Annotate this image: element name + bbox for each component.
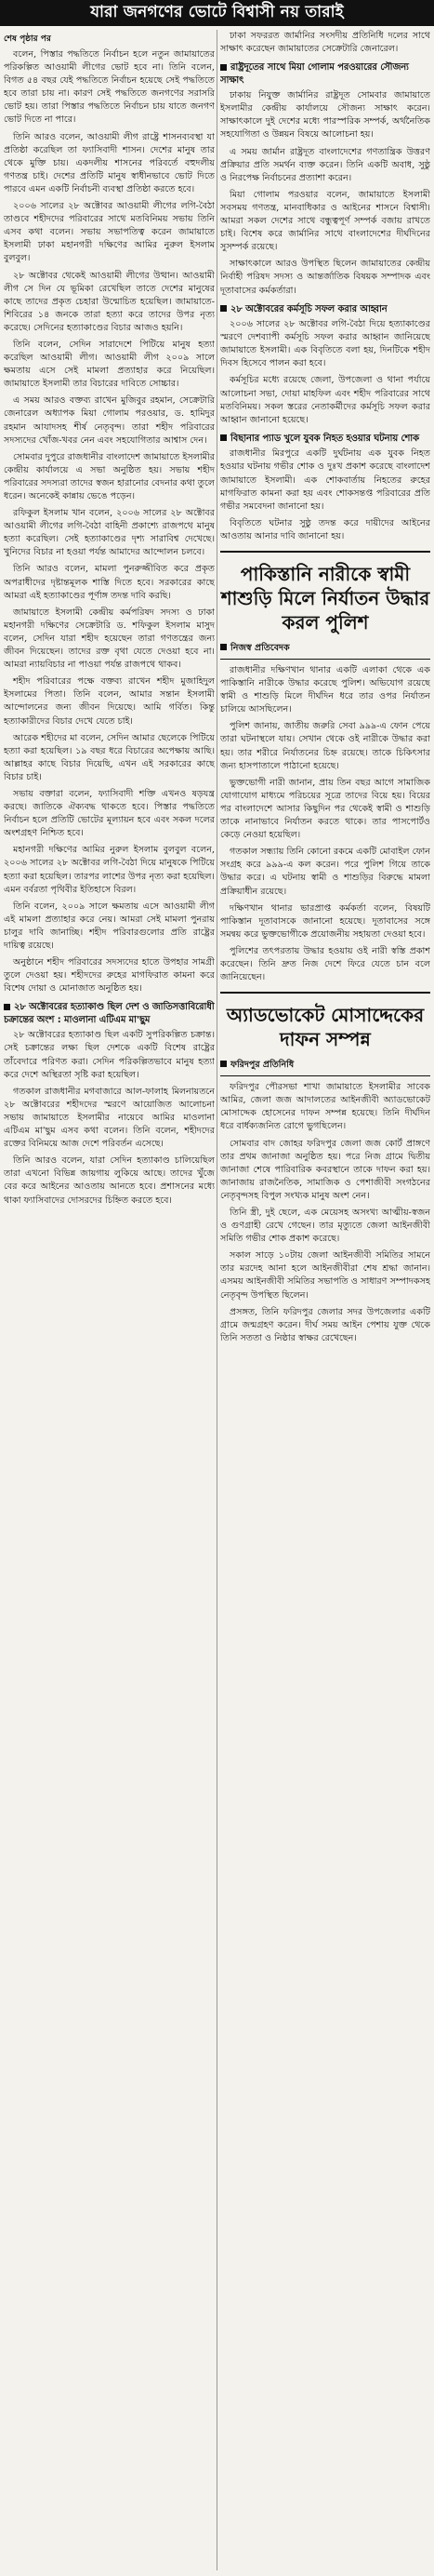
continued-from-label: শেষ পৃষ্ঠার পর <box>4 34 51 44</box>
paragraph: পুলিশ জানায়, জাতীয় জরুরি সেবা ৯৯৯-এ ফোন পেয়ে তারা ঘটনাস্থলে যায়। সেখান থেকে ওই নারীকে উদ্ধার করা হয়। তার শরীরে নির্যাতনের চিহ্ন রয়েছে। তাকে চিকিৎসার জন্য হাসপাতালে পাঠানো হয়েছে। <box>220 721 430 771</box>
paragraph: সাক্ষাৎকালে আরও উপস্থিত ছিলেন জামায়াতের কেন্দ্রীয় নির্বাহী পরিষদ সদস্য ও আন্তর্জাতিক বিষয়ক সম্পাদক এবং দূতাবাসের কর্মকর্তারা। <box>220 259 430 296</box>
paragraph: ঢাকা সফররত জার্মানির সংসদীয় প্রতিনিধি দলের সাথে সাক্ষাৎ করেছেন জামায়াতের সেক্রেটারি জেনারেল। <box>220 31 430 55</box>
left-paragraphs-2 <box>4 1029 215 1207</box>
story-2-byline <box>220 1059 430 1076</box>
paragraph: রফিকুল ইসলাম খান বলেন, ২০০৬ সালের ২৮ অক্টোবর আওয়ামী লীগের লগি-বৈঠা বাহিনী প্রকাশ্যে রাজপথে মানুষ হত্যা করেছিল। সেই হত্যাকাণ্ডের দৃশ্য সারাবিশ্ব দেখেছে। খুনিদের বিচার না হওয়া পর্যন্ত আমাদের আন্দোলন চলবে। <box>4 508 215 558</box>
right-paragraphs-top <box>220 30 430 56</box>
paragraph: বিবৃতিতে ঘটনার সুষ্ঠু তদন্ত করে দায়ীদের আইনের আওতায় আনার দাবি জানানো হয়। <box>220 517 430 541</box>
paragraph: তিনি স্ত্রী, দুই ছেলে, এক মেয়েসহ অসংখ্য আত্মীয়-স্বজন ও গুণগ্রাহী রেখে গেছেন। তার মৃত্যুতে জেলা আইনজীবী সমিতি গভীর শোক প্রকাশ করেছে। <box>220 1208 430 1245</box>
left-subhead <box>4 1001 215 1026</box>
paragraph: সকাল সাড়ে ১০টায় জেলা আইনজীবী সমিতির সামনে তার মরদেহ আনা হলে আইনজীবীরা শেষ শ্রদ্ধা জানান। এসময় আইনজীবী সমিতির সভাপতি ও সাধারণ সম্পাদকসহ নেতৃবৃন্দ উপস্থিত ছিলেন। <box>220 1250 430 1301</box>
paragraph: বলেন, পিস্তার পদ্ধতিতে নির্বাচন হলে নতুন জামায়াতের পরিকল্পিত আওয়ামী লীগের ভোট হবে না। তিনি বলেন, বিগত ৫৪ বছর যেই পদ্ধতিতে নির্বাচন হয়েছে সেই পদ্ধতিতে হবে তারা চায় না। কারণ সেই পদ্ধতিতে জনগণের সরাসরি ভোট হয়। তারা পিস্তার পদ্ধতিতে নির্বাচন চায় যাতে জনগণ ভোট দিতে না পারে। <box>4 49 215 126</box>
right-paragraphs-2 <box>220 318 430 427</box>
paragraph: তিনি বলেন, সেদিন সারাদেশে পিটিয়ে মানুষ হত্যা করেছিল আওয়ামী লীগ। আওয়ামী লীগ ২০০৯ সালে ক্ষমতায় এসে সেই মামলা প্রত্যাহার করে নিয়েছিল। জামায়াতে ইসলামী তার বিচারের দাবিতে সোচ্চার। <box>4 339 215 390</box>
paragraph: তিনি আরও বলেন, যারা সেদিন হত্যাকাণ্ড চালিয়েছিল তারা এখনো বিভিন্ন জায়গায় লুকিয়ে আছে। তাদের খুঁজে বের করে আইনের আওতায় আনতে হবে। প্রশাসনের মধ্যে থাকা ফ্যাসিবাদের দোসরদের চিহ্নিত করতে হবে। <box>4 1155 215 1206</box>
paragraph: ভুক্তভোগী নারী জানান, প্রায় তিন বছর আগে সামাজিক যোগাযোগ মাধ্যমে পরিচয়ের সূত্রে তাদের বিয়ে হয়। বিয়ের পর বাংলাদেশে আসার কিছুদিন পর থেকেই স্বামী ও শাশুড়ি তাকে নানাভাবে নির্যাতন করতে থাকে। তার পাসপোর্টও কেড়ে নেওয়া হয়েছিল। <box>220 777 430 841</box>
square-bullet-icon <box>220 1061 227 1067</box>
left-subhead-text: ২৮ অক্টোবরের হত্যাকাণ্ড ছিল দেশ ও জাতিসত্তাবিরোধী চক্রান্তের অংশ : মাওলানা এটিএম মা'ছুম <box>4 1002 215 1025</box>
left-paragraphs <box>4 48 215 995</box>
story-2-headline: অ্যাডভোকেট মোসাদ্দেকের দাফন সম্পন্ন <box>226 1004 425 1051</box>
right-paragraphs-1 <box>220 89 430 297</box>
paragraph: প্রসঙ্গত, তিনি ফরিদপুর জেলার সদর উপজেলার একটি গ্রামে জন্মগ্রহণ করেন। দীর্ঘ সময় আইন পেশায় যুক্ত থেকে তিনি সততা ও নিষ্ঠার স্বাক্ষর রেখেছেন। <box>220 1306 430 1343</box>
right-subhead-1-text: রাষ্ট্রদূতের সাথে মিয়া গোলাম পরওয়ারের সৌজন্য সাক্ষাৎ <box>220 62 409 86</box>
right-subhead-3-text: বিছানার প্যাড খুলে যুবক নিহত হওয়ার ঘটনায় শোক <box>230 433 419 444</box>
left-column <box>4 30 215 2572</box>
paragraph: গতকাল রাজধানীর মগবাজারে আল-ফালাহ মিলনায়তনে ২৮ অক্টোবরের শহীদদের স্মরণে আয়োজিত আলোচনা সভায় জামায়াতে ইসলামীর নায়েবে আমির মাওলানা এটিএম মা'ছুম এসব কথা বলেন। তিনি বলেন, শহীদদের রক্তের বিনিময়ে আজ দেশে পরিবর্তন এসেছে। <box>4 1086 215 1150</box>
paragraph: দক্ষিণখান থানার ভারপ্রাপ্ত কর্মকর্তা বলেন, বিষয়টি পাকিস্তান দূতাবাসকে জানানো হয়েছে। দূতাবাসের সঙ্গে সমন্বয় করে ভুক্তভোগীকে প্রয়োজনীয় সহায়তা দেওয়া হবে। <box>220 902 430 940</box>
story-1-byline-text: নিজস্ব প্রতিবেদক <box>230 643 290 653</box>
paragraph: তিনি আরও বলেন, আওয়ামী লীগ রাষ্ট্রে শাসনব্যবস্থা যা প্রতিষ্ঠা করেছিল তা ফ্যাসিবাদী শাসন। দেশের মানুষ তার থেকে মুক্তি চায়। একদলীয় শাসনের পরিবর্তে বহুদলীয় গণতন্ত্র চাই। দেশের প্রতিটি মানুষ স্বাধীনভাবে ভোট দিতে পারবে এমন একটি নির্বাচনী ব্যবস্থা প্রতিষ্ঠা করতে হবে। <box>4 131 215 194</box>
paragraph: এ সময় আরও বক্তব্য রাখেন মুজিবুর রহমান, সেক্রেটারি জেনারেল অধ্যাপক মিয়া গোলাম পরওয়ার, ড. হামিদুর রহমান আযাদসহ শীর্ষ নেতৃবৃন্দ। তারা শহীদ পরিবারের সদস্যদের খোঁজ-খবর নেন এবং সহযোগিতার আশ্বাস দেন। <box>4 395 215 446</box>
paragraph: ফরিদপুর পৌরসভা শাখা জামায়াতে ইসলামীর সাবেক আমির, জেলা জজ আদালতের আইনজীবী অ্যাডভোকেট মোসাদ্দেক হোসেনের দাফন সম্পন্ন হয়েছে। তিনি দীর্ঘদিন ধরে বার্ধক্যজনিত রোগে ভুগছিলেন। <box>220 1082 430 1132</box>
right-subhead-1 <box>220 61 430 87</box>
paragraph: শহীদ পরিবারের পক্ষে বক্তব্য রাখেন শহীদ মুজাহিদুল ইসলামের পিতা। তিনি বলেন, আমার সন্তান ইসলামী আন্দোলনের জন্য জীবন দিয়েছে। আমি গর্বিত। কিন্তু হত্যাকারীদের বিচার দেখে যেতে চাই। <box>4 676 215 727</box>
square-bullet-icon <box>220 644 227 650</box>
right-column <box>220 30 430 2572</box>
story-advocate-burial <box>220 992 430 1345</box>
paragraph: ঢাকায় নিযুক্ত জার্মানির রাষ্ট্রদূত সোমবার জামায়াতে ইসলামীর কেন্দ্রীয় কার্যালয়ে সৌজন্য সাক্ষাৎ করেন। সাক্ষাৎকালে দুই দেশের মধ্যে পারস্পরিক সম্পর্ক, অর্থনৈতিক সহযোগিতা ও উন্নয়ন বিষয়ে আলোচনা হয়। <box>220 90 430 140</box>
paragraph: এ সময় জার্মান রাষ্ট্রদূত বাংলাদেশের গণতান্ত্রিক উত্তরণ প্রক্রিয়ার প্রতি সমর্থন ব্যক্ত করেন। তিনি একটি অবাধ, সুষ্ঠু ও নিরপেক্ষ নির্বাচনের প্রত্যাশা করেন। <box>220 146 430 183</box>
paragraph: সোমবার বাদ জোহর ফরিদপুর জেলা জজ কোর্ট প্রাঙ্গণে তার প্রথম জানাজা অনুষ্ঠিত হয়। পরে নিজ গ্রামে দ্বিতীয় জানাজা শেষে পারিবারিক কবরস্থানে তাকে দাফন করা হয়। জানাজায় রাজনৈতিক, সামাজিক ও পেশাজীবী সংগঠনের নেতৃবৃন্দসহ বিপুল সংখ্যক মানুষ অংশ নেন। <box>220 1138 430 1201</box>
story-pakistani-woman <box>220 551 430 984</box>
paragraph: ২৮ অক্টোবর থেকেই আওয়ামী লীগের উত্থান। আওয়ামী লীগ সে দিন যে ভূমিকা রেখেছিল তাতে দেশের মানুষের কাছে তাদের প্রকৃত চেহারা উন্মোচিত হয়েছিল। জামায়াতে-শিবিরের ১৪ জনকে তারা হত্যা করে তাদের উপর নৃত্য করেছে। সেদিনের হত্যাকাণ্ডের বিচার আজও হয়নি। <box>4 270 215 333</box>
square-bullet-icon <box>220 434 227 441</box>
paragraph: জামায়াতে ইসলামী কেন্দ্রীয় কর্মপরিষদ সদস্য ও ঢাকা মহানগরী দক্ষিণের সেক্রেটারি ড. শফিকুল ইসলাম মাসুদ বলেন, সেদিন যারা শহীদ হয়েছেন তারা গণতন্ত্রের জন্য জীবন দিয়েছেন। তাদের রক্ত বৃথা যেতে দেওয়া হবে না। আমরা ন্যায়বিচার না পাওয়া পর্যন্ত রাজপথে থাকব। <box>4 607 215 671</box>
square-bullet-icon <box>220 64 227 71</box>
paragraph: কর্মসূচির মধ্যে রয়েছে জেলা, উপজেলা ও থানা পর্যায়ে আলোচনা সভা, দোয়া মাহফিল এবং শহীদ পরিবারের সাথে মতবিনিময়। সকল স্তরের নেতাকর্মীদের কর্মসূচি সফল করার আহ্বান জানানো হয়েছে। <box>220 375 430 425</box>
paragraph: সভায় বক্তারা বলেন, ফ্যাসিবাদী শক্তি এখনও ষড়যন্ত্র করছে। জাতিকে ঐক্যবদ্ধ থাকতে হবে। পিস্তার পদ্ধতিতে নির্বাচন হলে প্রতিটি ভোটের মূল্যায়ন হবে এবং সকল দলের অংশগ্রহণ নিশ্চিত হবে। <box>4 788 215 839</box>
square-bullet-icon <box>4 1004 10 1010</box>
paragraph: তিনি বলেন, ২০০৯ সালে ক্ষমতায় এসে আওয়ামী লীগ এই মামলা প্রত্যাহার করে নেয়। আমরা সেই মামলা পুনরায় চালুর দাবি জানাচ্ছি। শহীদ পরিবারগুলোর প্রতি রাষ্ট্রের দায়িত্ব রয়েছে। <box>4 901 215 951</box>
paragraph: রাজধানীর মিরপুরে একটি দুর্ঘটনায় এক যুবক নিহত হওয়ার ঘটনায় গভীর শোক ও দুঃখ প্রকাশ করেছে বাংলাদেশ জামায়াতে ইসলামী। এক শোকবার্তায় নিহতের রুহের মাগফিরাত কামনা করা হয় এবং শোকসন্তপ্ত পরিবারের প্রতি গভীর সমবেদনা জানানো হয়। <box>220 448 430 512</box>
square-bullet-icon <box>220 305 227 312</box>
paragraph: ২০০৬ সালের ২৮ অক্টোবর লগি-বৈঠা দিয়ে হত্যাকাণ্ডের স্মরণে দেশব্যাপী কর্মসূচি সফল করার আহ্বান জানিয়েছে জামায়াতে ইসলামী। এক বিবৃতিতে বলা হয়, দিনটিকে শহীদ দিবস হিসেবে পালন করা হবে। <box>220 319 430 369</box>
paragraph: আরেক শহীদের মা বলেন, সেদিন আমার ছেলেকে পিটিয়ে হত্যা করা হয়েছিল। ১৯ বছর ধরে বিচারের অপেক্ষায় আছি। আল্লাহর কাছে বিচার দিয়েছি, এখন এই সরকারের কাছে বিচার চাই। <box>4 732 215 782</box>
paragraph: তিনি আরও বলেন, মামলা পুনরুজ্জীবিত করে প্রকৃত অপরাধীদের দৃষ্টান্তমূলক শাস্তি দিতে হবে। সরকারের কাছে আমরা এই হত্যাকাণ্ডের পূর্ণাঙ্গ তদন্ত দাবি করছি। <box>4 564 215 601</box>
story-1-byline <box>220 642 430 660</box>
story-1-headline: পাকিস্তানি নারীকে স্বামী শাশুড়ি মিলে নির্যাতন উদ্ধার করল পুলিশ <box>220 563 430 634</box>
paragraph: সোমবার দুপুরে রাজধানীর বাংলাদেশ জামায়াতে ইসলামীর কেন্দ্রীয় কার্যালয়ে এ সভা অনুষ্ঠিত হয়। সভায় শহীদ পরিবারের সদস্যরা তাদের স্বজন হারানোর বেদনার কথা তুলে ধরেন। অনেকেই কান্নায় ভেঙে পড়েন। <box>4 451 215 501</box>
paragraph: রাজধানীর দক্ষিণখান থানার একটি এলাকা থেকে এক পাকিস্তানি নারীকে উদ্ধার করেছে পুলিশ। অভিযোগ রয়েছে স্বামী ও শাশুড়ি মিলে দীর্ঘদিন ধরে তার ওপর নির্যাতন চালিয়ে আসছিলেন। <box>220 665 430 715</box>
paragraph: পুলিশের তৎপরতায় উদ্ধার হওয়ায় ওই নারী স্বস্তি প্রকাশ করেছেন। তিনি দ্রুত নিজ দেশে ফিরে যেতে চান বলে জানিয়েছেন। <box>220 945 430 983</box>
story-1-paragraphs <box>220 664 430 984</box>
page-headline: যারা জনগণের ভোটে বিশ্বাসী নয় তারাই <box>0 0 434 26</box>
right-subhead-2-text: ২৮ অক্টোবরের কর্মসূচি সফল করার আহ্বান <box>230 303 388 314</box>
paragraph: ২০০৬ সালের ২৮ অক্টোবর আওয়ামী লীগের লগি-বৈঠা তাণ্ডবে শহীদদের পরিবারের সাথে মতবিনিময় সভায় তিনি এসব কথা বলেন। সভায় সভাপতিত্ব করেন জামায়াতে ইসলামী ঢাকা মহানগরী দক্ষিণের আমির নুরুল ইসলাম বুলবুল। <box>4 201 215 264</box>
right-subhead-2 <box>220 303 430 316</box>
paragraph: মহানগরী দক্ষিণের আমির নুরুল ইসলাম বুলবুল বলেন, ২০০৬ সালের ২৮ অক্টোবর লগি-বৈঠা দিয়ে মানুষকে পিটিয়ে হত্যা করা হয়েছিল। তারপর লাশের উপর নৃত্য করা হয়েছিল। এমন বর্বরতা পৃথিবীর ইতিহাসে বিরল। <box>4 845 215 895</box>
right-subhead-3 <box>220 433 430 446</box>
paragraph: মিয়া গোলাম পরওয়ার বলেন, জামায়াতে ইসলামী সবসময় গণতন্ত্র, মানবাধিকার ও আইনের শাসনে বিশ্বাসী। আমরা সকল দেশের সাথে বন্ধুত্বপূর্ণ সম্পর্ক বজায় রাখতে চাই। বিশেষ করে জার্মানির সাথে বাংলাদেশের দীর্ঘদিনের সুসম্পর্ক রয়েছে। <box>220 189 430 253</box>
paragraph: ২৮ অক্টোবরের হত্যাকাণ্ড ছিল একটি সুপরিকল্পিত চক্রান্ত। সেই চক্রান্তের লক্ষ্য ছিল দেশকে একটি বিশেষ রাষ্ট্রের তাঁবেদারে পরিণত করা। সেদিন পরিকল্পিতভাবে মানুষ হত্যা করে দেশে অস্থিরতা সৃষ্টি করা হয়েছিল। <box>4 1030 215 1080</box>
story-2-paragraphs <box>220 1081 430 1345</box>
story-2-byline-text: ফরিদপুর প্রতিনিধি <box>230 1060 295 1071</box>
paragraph: অনুষ্ঠানে শহীদ পরিবারের সদস্যদের হাতে উপহার সামগ্রী তুলে দেওয়া হয়। শহীদদের রুহের মাগফিরাত কামনা করে বিশেষ দোয়া ও মোনাজাত অনুষ্ঠিত হয়। <box>4 957 215 994</box>
paragraph: গতকাল সন্ধ্যায় তিনি কোনো রকমে একটি মোবাইল ফোন সংগ্রহ করে ৯৯৯-এ কল করেন। পরে পুলিশ গিয়ে তাকে উদ্ধার করে। এ ঘটনায় স্বামী ও শাশুড়ির বিরুদ্ধে মামলা প্রক্রিয়াধীন রয়েছে। <box>220 847 430 897</box>
right-paragraphs-3 <box>220 447 430 543</box>
